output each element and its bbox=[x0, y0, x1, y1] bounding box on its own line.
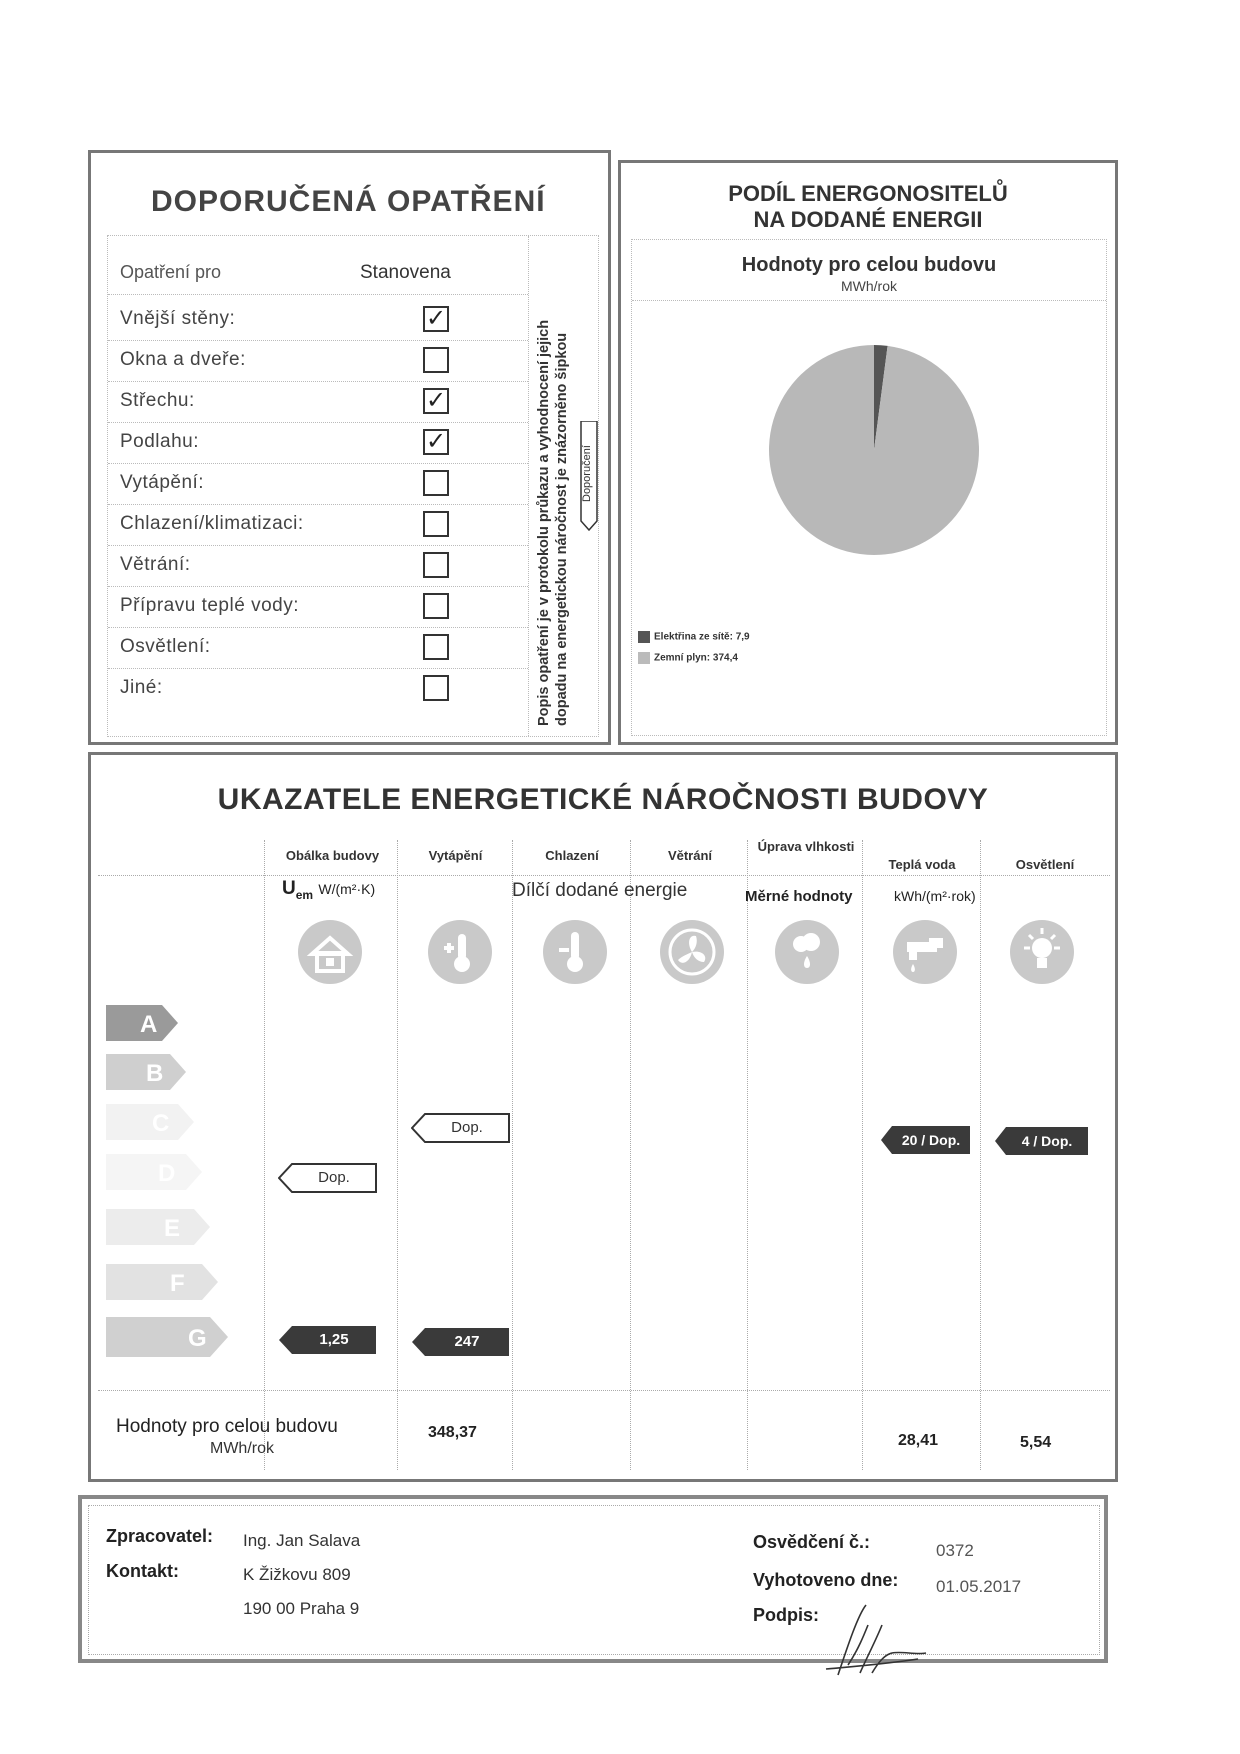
cooling-thermometer-icon bbox=[543, 920, 607, 984]
measure-row-ventilation bbox=[108, 546, 528, 587]
heating-recommended-text: Dop. bbox=[451, 1119, 483, 1136]
class-d-arrow bbox=[106, 1152, 216, 1192]
col-humidity: Úprava vlhkosti bbox=[757, 839, 855, 854]
envelope-value-text: 1,25 bbox=[319, 1331, 349, 1348]
measure-row-hot-water bbox=[108, 587, 528, 628]
share-unit: MWh/rok bbox=[841, 278, 897, 294]
measure-checkbox[interactable] bbox=[423, 634, 449, 660]
recommended-title: DOPORUČENÁ OPATŘENÍ bbox=[151, 185, 546, 218]
measure-label: Okna a dveře: bbox=[120, 349, 246, 370]
col-ventilation: Větrání bbox=[667, 848, 713, 863]
class-e-arrow bbox=[106, 1207, 216, 1247]
building-envelope-icon bbox=[298, 920, 362, 984]
heating-recommended-marker bbox=[411, 1113, 511, 1143]
legend-swatch-gas bbox=[638, 652, 650, 664]
class-d-label: D bbox=[158, 1160, 176, 1187]
humidity-droplet-icon bbox=[775, 920, 839, 984]
processor-name: Ing. Jan Salava bbox=[243, 1531, 361, 1550]
measure-row-roof bbox=[108, 382, 528, 423]
class-b-arrow bbox=[106, 1052, 196, 1092]
certificate-number: 0372 bbox=[936, 1541, 974, 1560]
pie-chart bbox=[764, 340, 984, 560]
total-hot-water: 28,41 bbox=[898, 1432, 939, 1449]
envelope-recommended-text: Dop. bbox=[318, 1169, 350, 1186]
totals-unit: MWh/rok bbox=[210, 1440, 274, 1457]
hot-water-text: 20 / Dop. bbox=[901, 1132, 961, 1148]
lighting-bulb-icon bbox=[1010, 920, 1074, 984]
measure-label: Podlahu: bbox=[120, 431, 200, 452]
date-label: Vyhotoveno dne: bbox=[753, 1570, 899, 1590]
measure-label: Osvětlení: bbox=[120, 636, 211, 657]
measure-checkbox[interactable] bbox=[423, 552, 449, 578]
measure-checkbox[interactable] bbox=[423, 675, 449, 701]
col-cooling: Chlazení bbox=[545, 848, 599, 863]
share-divider bbox=[632, 300, 1106, 301]
uem-label bbox=[282, 878, 375, 902]
envelope-value-marker bbox=[278, 1325, 378, 1355]
col-hot-water: Teplá voda bbox=[888, 857, 956, 872]
legend-gas bbox=[638, 652, 738, 664]
measure-label: Vytápění: bbox=[120, 472, 205, 493]
envelope-recommended-marker bbox=[278, 1163, 378, 1193]
measure-checkbox[interactable]: ✓ bbox=[423, 306, 449, 332]
measure-label: Chlazení/klimatizaci: bbox=[120, 513, 304, 534]
certificate-label: Osvědčení č.: bbox=[753, 1532, 871, 1552]
class-a-arrow bbox=[106, 1003, 186, 1043]
measure-checkbox[interactable] bbox=[423, 470, 449, 496]
recommended-table bbox=[107, 235, 599, 737]
note-divider bbox=[528, 236, 529, 736]
measure-checkbox[interactable] bbox=[423, 347, 449, 373]
lighting-marker bbox=[994, 1126, 1090, 1156]
col-lighting: Osvětlení bbox=[1015, 857, 1075, 872]
heating-value-marker bbox=[411, 1327, 511, 1357]
legend-electricity bbox=[638, 631, 750, 643]
class-f-arrow bbox=[106, 1262, 226, 1302]
class-g-label: G bbox=[188, 1325, 207, 1352]
measure-row-heating bbox=[108, 464, 528, 505]
measure-label: Větrání: bbox=[120, 554, 191, 575]
contact-label: Kontakt: bbox=[106, 1561, 179, 1581]
measure-row-cooling bbox=[108, 505, 528, 546]
legend-gas-text: Zemní plyn: 374,4 bbox=[654, 652, 738, 664]
header-line bbox=[98, 875, 1110, 876]
grid-line bbox=[264, 840, 265, 1470]
measure-checkbox[interactable] bbox=[423, 511, 449, 537]
measure-row-windows bbox=[108, 341, 528, 382]
measures-list bbox=[108, 300, 528, 730]
col-envelope: Obálka budovy bbox=[285, 848, 380, 863]
totals-line bbox=[98, 1390, 1110, 1391]
measure-row-walls bbox=[108, 300, 528, 341]
grid-line bbox=[397, 840, 398, 1470]
share-title-line1: PODÍL ENERGONOSITELŮ bbox=[728, 181, 1008, 206]
date-value: 01.05.2017 bbox=[936, 1577, 1022, 1596]
specific-unit-label: kWh/(m²·rok) bbox=[894, 888, 976, 904]
energy-share-panel bbox=[618, 160, 1118, 745]
heating-thermometer-icon bbox=[428, 920, 492, 984]
share-title-line2: NA DODANÉ ENERGII bbox=[753, 207, 983, 232]
measure-checkbox[interactable]: ✓ bbox=[423, 429, 449, 455]
grid-line bbox=[747, 840, 748, 1470]
class-a-label: A bbox=[140, 1011, 158, 1038]
measure-row-lighting bbox=[108, 628, 528, 669]
address-line1: K Žižkovu 809 bbox=[243, 1565, 351, 1584]
uem-unit: W/(m²·K) bbox=[318, 881, 376, 897]
grid-line bbox=[980, 840, 981, 1470]
partial-energy-label: Dílčí dodané energie bbox=[512, 880, 688, 901]
col-set-header: Stanovena bbox=[360, 262, 451, 283]
header-divider bbox=[108, 294, 528, 295]
uem-symbol: U bbox=[282, 878, 296, 899]
measure-row-floor bbox=[108, 423, 528, 464]
measure-label: Střechu: bbox=[120, 390, 195, 411]
measure-label: Vnější stěny: bbox=[120, 308, 236, 329]
hot-water-marker bbox=[880, 1125, 972, 1155]
legend-swatch-electricity bbox=[638, 631, 650, 643]
class-e-label: E bbox=[164, 1215, 181, 1242]
indicators-title: UKAZATELE ENERGETICKÉ NÁROČNOSTI BUDOVY bbox=[217, 783, 989, 816]
side-tag-label: Doporučení bbox=[581, 445, 593, 503]
hot-water-tap-icon bbox=[893, 920, 957, 984]
lighting-text: 4 / Dop. bbox=[1021, 1133, 1073, 1149]
grid-line bbox=[862, 840, 863, 1470]
class-c-label: C bbox=[152, 1110, 170, 1137]
measure-label: Přípravu teplé vody: bbox=[120, 595, 299, 616]
col-heating: Vytápění bbox=[428, 848, 483, 863]
total-lighting: 5,54 bbox=[1020, 1434, 1052, 1451]
processor-label: Zpracovatel: bbox=[106, 1526, 214, 1546]
total-heating: 348,37 bbox=[428, 1424, 477, 1441]
recommendation-arrow-tag bbox=[580, 421, 598, 531]
measure-checkbox[interactable]: ✓ bbox=[423, 388, 449, 414]
pie-slice-gas bbox=[769, 345, 979, 555]
measure-row-other bbox=[108, 669, 528, 710]
class-f-label: F bbox=[170, 1270, 185, 1297]
measure-checkbox[interactable] bbox=[423, 593, 449, 619]
address-line2: 190 00 Praha 9 bbox=[243, 1599, 360, 1618]
side-note-line2: dopadu na energetickou náročnost je znázorněno šipkou bbox=[554, 332, 570, 726]
class-b-label: B bbox=[146, 1060, 164, 1087]
recommended-measures-panel bbox=[88, 150, 611, 745]
col-measure-header: Opatření pro bbox=[120, 262, 222, 282]
measure-label: Jiné: bbox=[120, 677, 163, 698]
signature-label: Podpis: bbox=[753, 1605, 819, 1625]
class-g-arrow bbox=[106, 1315, 236, 1355]
ventilation-fan-icon bbox=[660, 920, 724, 984]
class-c-arrow bbox=[106, 1102, 206, 1142]
legend-electricity-text: Elektřina ze sítě: 7,9 bbox=[654, 631, 750, 643]
grid-line bbox=[630, 840, 631, 1470]
heating-value-text: 247 bbox=[454, 1333, 480, 1350]
share-subtitle: Hodnoty pro celou budovu bbox=[741, 254, 997, 276]
signature-drawing bbox=[818, 1595, 928, 1685]
grid-line bbox=[512, 840, 513, 1470]
specific-values-label: Měrné hodnoty bbox=[745, 888, 853, 905]
totals-label: Hodnoty pro celou budovu bbox=[116, 1416, 338, 1437]
uem-subscript: em bbox=[295, 887, 314, 902]
share-chart-box bbox=[631, 239, 1107, 736]
side-note-line1: Popis opatření je v protokolu průkazu a vyhodnocení jejich bbox=[536, 319, 552, 726]
